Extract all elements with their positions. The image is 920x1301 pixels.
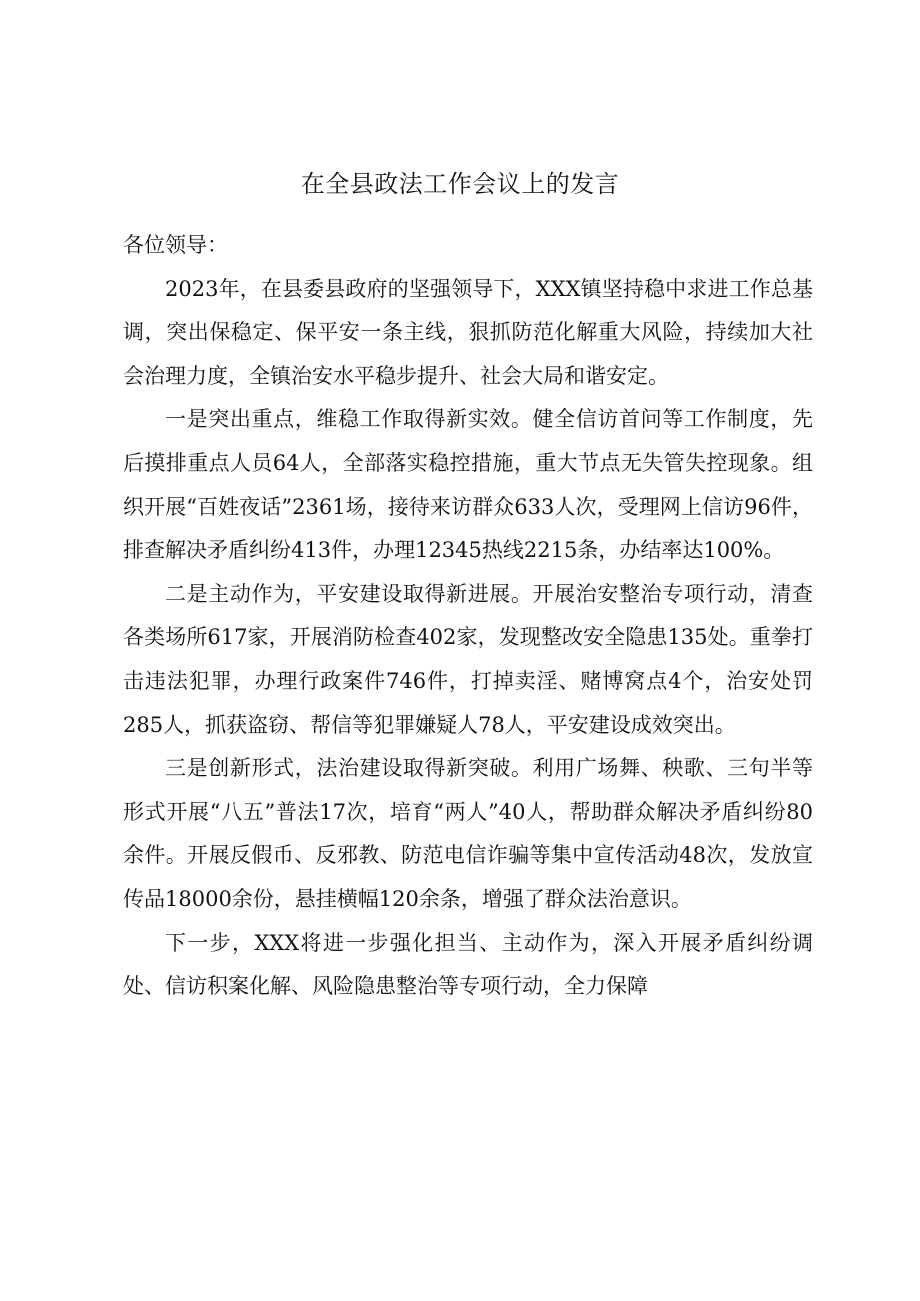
paragraph-safety: 二是主动作为，平安建设取得新进展。开展治安整治专项行动，清查各类场所617家，开展消防检查402家，发现整改安全隐患135处。重拳打击违法犯罪，办理行政案件746件，打掉卖淫、赌博窝点4个，治安处罚285人，抓获盗窃、帮信等犯罪嫌疑人78人，平安建设成效突出。 [123, 581, 813, 737]
paragraph-stability: 一是突出重点，维稳工作取得新实效。健全信访首问等工作制度，先后摸排重点人员64人，全部落实稳控措施，重大节点无失管失控现象。组织开展“百姓夜话”2361场，接待来访群众633人次，受理网上信访96件，排查解决矛盾纠纷413件，办理12345热线2215条，办结率达100%。 [123, 407, 813, 563]
paragraph-rule-of-law: 三是创新形式，法治建设取得新突破。利用广场舞、秧歌、三句半等形式开展“八五”普法17次，培育“两人”40人，帮助群众解决矛盾纠纷80余件。开展反假币、反邪教、防范电信诈骗等集中宣传活动48次，发放宣传品18000余份，悬挂横幅120余条，增强了群众法治意识。 [123, 756, 813, 911]
salutation: 各位领导： [123, 233, 228, 257]
document-title: 在全县政法工作会议上的发言 [300, 170, 620, 198]
document-body [123, 224, 813, 1009]
paragraph-intro: 2023年，在县委县政府的坚强领导下，XXX镇坚持稳中求进工作总基调，突出保稳定、保平安一条主线，狠抓防范化解重大风险，持续加大社会治理力度，全镇治安水平稳步提升、社会大局和谐安定。 [123, 276, 813, 388]
paragraph-next-steps: 下一步，XXX将进一步强化担当、主动作为，深入开展矛盾纠纷调处、信访积案化解、风险隐患整治等专项行动，全力保障 [123, 930, 813, 999]
